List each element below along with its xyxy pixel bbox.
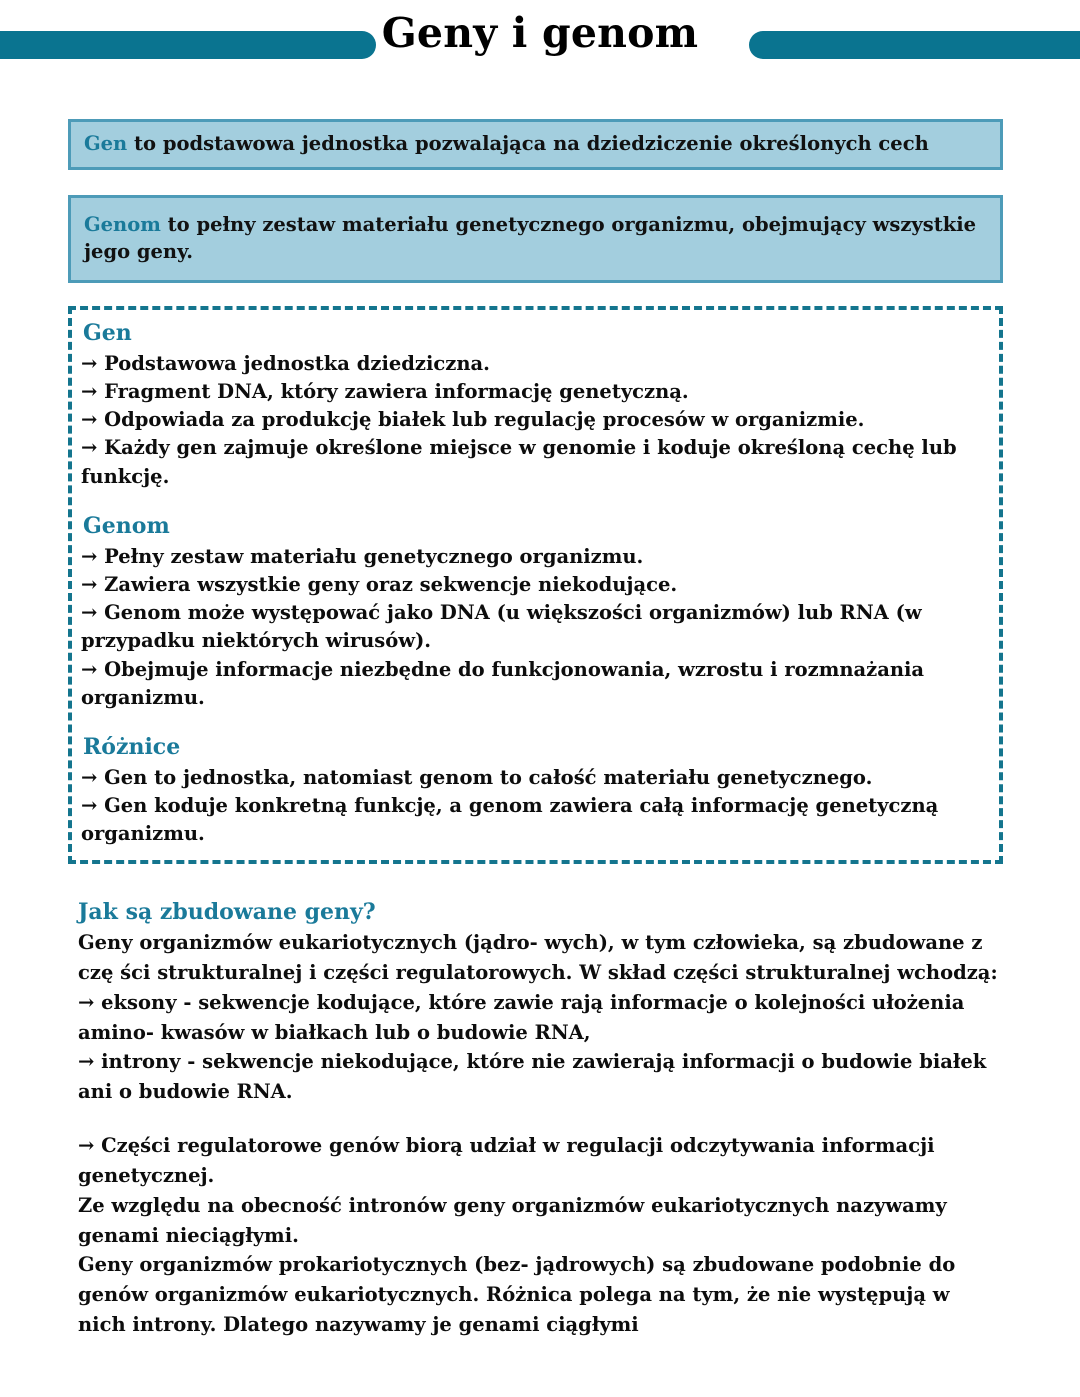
list-item: → Fragment DNA, który zawiera informację genetyczną. [81, 379, 689, 403]
definition-keyword-genom: Genom [84, 212, 161, 236]
comparison-dashed-box [68, 306, 1003, 864]
list-item: → Gen to jednostka, natomiast genom to całość materiału genetycznego. [81, 765, 873, 789]
dashed-heading-roznice: Różnice [83, 734, 181, 761]
body-paragraph: → introny - sekwencje niekodujące, które nie zawierają informacji o budowie białek ani o budowie RNA. [78, 1050, 987, 1104]
dashed-group-gen [81, 319, 987, 491]
definition-text-genom: to pełny zestaw materiału genetycznego organizmu, obejmujący wszystkie jego geny. [84, 212, 977, 264]
page-header [0, 0, 1080, 92]
header-accent-bar-right [749, 31, 1080, 59]
paragraph-spacer [78, 1107, 1003, 1131]
definition-text-gen: to podstawowa jednostka pozwalająca na dziedziczenie określonych cech [127, 132, 929, 155]
body-section [78, 898, 1003, 1340]
definition-box-genom [68, 195, 1003, 283]
body-heading: Jak są zbudowane geny? [78, 898, 376, 925]
definition-boxes [68, 119, 1003, 283]
definition-box-gen [68, 119, 1003, 170]
list-item: → Genom może występować jako DNA (u większości organizmów) lub RNA (w przypadku niektórych wirusów). [81, 601, 922, 653]
dashed-heading-gen: Gen [83, 320, 132, 347]
list-item: → Podstawowa jednostka dziedziczna. [81, 351, 490, 375]
dashed-group-genom [81, 512, 987, 712]
body-paragraph: → eksony - sekwencje kodujące, które zawie rają informacje o kolejności ułożenia amino- kwasów w białkach lub o budowie RNA, [78, 990, 965, 1044]
page-title: Geny i genom [376, 13, 705, 54]
header-accent-bar-left [0, 31, 376, 59]
list-item: → Odpowiada za produkcję białek lub regulację procesów w organizmie. [81, 408, 865, 432]
body-paragraph: Geny organizmów eukariotycznych (jądro- wych), w tym człowieka, są zbudowane z czę ści strukturalnej i części regulatorowych. W skład części strukturalnej wchodzą: [78, 931, 998, 984]
list-item: → Każdy gen zajmuje określone miejsce w genomie i koduje określoną cechę lub funkcję. [81, 436, 957, 488]
body-paragraph: → Części regulatorowe genów biorą udział w regulacji odczytywania informacji genetycznej. [78, 1134, 935, 1187]
body-paragraph: Geny organizmów prokariotycznych (bez- jądrowych) są zbudowane podobnie do genów organizmów eukariotycznych. Różnica polega na tym, że nie występują w nich introny. Dlatego nazywamy je genami ciągłymi [78, 1253, 956, 1337]
body-paragraph: Ze względu na obecność intronów geny organizmów eukariotycznych nazywamy genami nieciągłymi. [78, 1193, 947, 1247]
list-item: → Zawiera wszystkie geny oraz sekwencje niekodujące. [81, 572, 678, 596]
list-item: → Obejmuje informacje niezbędne do funkcjonowania, wzrostu i rozmnażania organizmu. [81, 657, 925, 709]
list-item: → Pełny zestaw materiału genetycznego organizmu. [81, 544, 644, 568]
list-item: → Gen koduje konkretną funkcję, a genom zawiera całą informację genetyczną organizmu. [81, 794, 939, 846]
dashed-group-roznice [81, 733, 987, 848]
dashed-heading-genom: Genom [83, 512, 170, 539]
dashed-list-roznice [81, 764, 987, 849]
dashed-list-gen [81, 350, 987, 491]
definition-keyword-gen: Gen [84, 132, 128, 155]
dashed-list-genom [81, 543, 987, 713]
